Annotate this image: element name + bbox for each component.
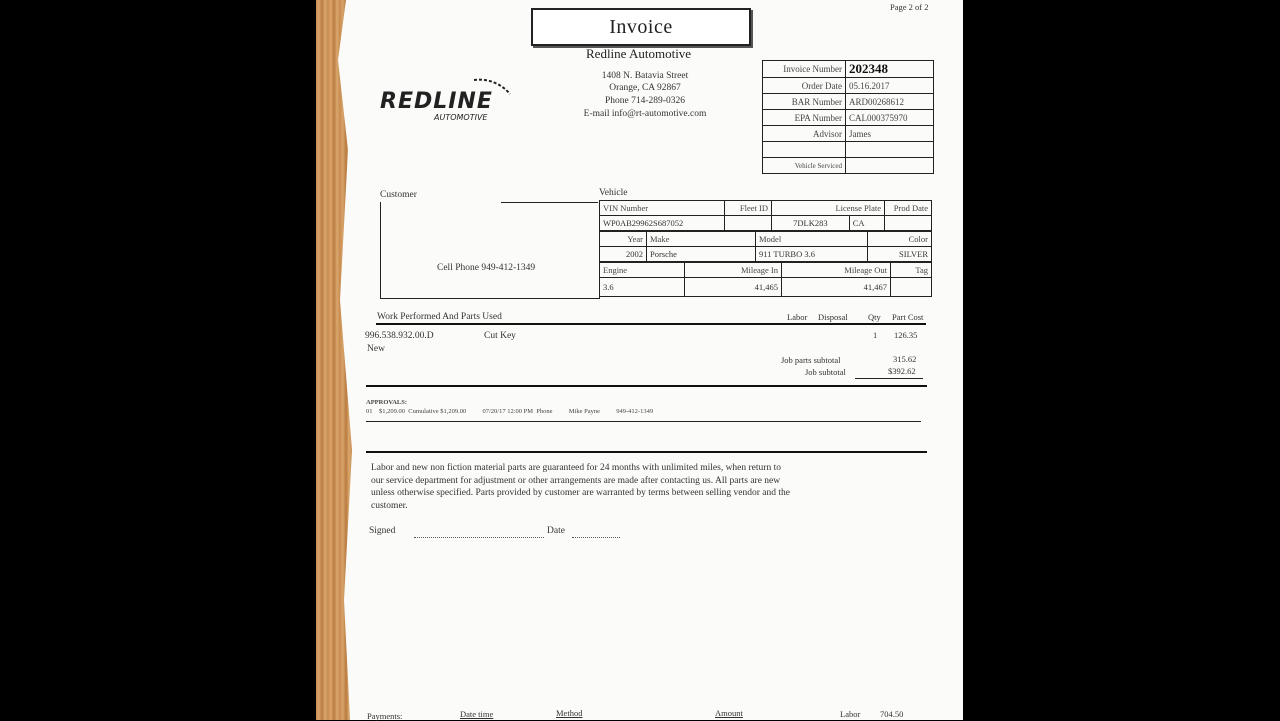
- plate-value: 7DLK283: [772, 216, 850, 231]
- svg-text:REDLINE: REDLINE: [380, 89, 493, 114]
- signed-label: Signed: [369, 526, 396, 536]
- page-label: Page 2 of 2: [890, 2, 929, 12]
- work-header-rule: [376, 323, 926, 325]
- payments-label: Payments:: [367, 711, 403, 721]
- model-value: 911 TURBO 3.6: [756, 247, 868, 262]
- company-address-1: 1408 N. Batavia Street: [601, 71, 689, 81]
- part-number: 996.538.932.00.D: [365, 331, 434, 341]
- mileage-in-value: 41,465: [685, 278, 782, 297]
- col-labor: Labor: [787, 312, 808, 322]
- customer-heading: Customer: [380, 190, 417, 200]
- svg-text:AUTOMOTIVE: AUTOMOTIVE: [434, 113, 488, 122]
- parts-subtotal-value: 315.62: [893, 354, 917, 364]
- col-disposal: Disposal: [818, 312, 848, 322]
- date-line: [572, 537, 620, 538]
- col-part-cost: Part Cost: [892, 312, 924, 322]
- approvals-top-rule: [366, 385, 927, 387]
- subtotal-underline: [855, 378, 923, 379]
- vin-value: WP0AB29962S687052: [600, 216, 725, 231]
- color-value: SILVER: [867, 247, 931, 262]
- company-name: Redline Automotive: [586, 46, 692, 61]
- mileage-out-value: 41,467: [782, 278, 891, 297]
- vehicle-table-2: Year Make Model Color 2002 Porsche 911 TURBO 3.6 SILVER: [599, 231, 932, 262]
- part-qty: 1: [873, 330, 878, 340]
- order-date: 05.16.2017: [846, 78, 934, 94]
- bar-number: ARD00268612: [846, 94, 934, 110]
- approvals-rule: [366, 421, 921, 422]
- vehicle-table: VIN Number Fleet ID License Plate Prod Date WP0AB29962S687052 7DLK283 CA: [599, 200, 932, 231]
- work-heading: Work Performed And Parts Used: [377, 312, 502, 322]
- approvals-heading: APPROVALS:: [366, 399, 408, 406]
- payments-col-amount: Amount: [715, 708, 743, 718]
- vehicle-table-3: Engine Mileage In Mileage Out Tag 3.6 41,465 41,467: [599, 262, 932, 297]
- labor-total-value: 704.50: [880, 709, 904, 719]
- company-email: E-mail info@rt-automotive.com: [583, 109, 707, 119]
- payments-col-method: Method: [556, 708, 583, 718]
- vehicle-heading: Vehicle: [599, 188, 628, 198]
- approvals-line: 01 $1,209.00 Cumulative $1,209.00 07/20/17 12:00 PM Phone Mike Payne 949-412-1349: [366, 408, 654, 415]
- redline-logo: [378, 72, 518, 124]
- make-value: Porsche: [647, 247, 756, 262]
- plate-state: CA: [849, 216, 884, 231]
- customer-box: [380, 202, 600, 299]
- part-description: Cut Key: [484, 331, 516, 341]
- labor-total-label: Labor: [840, 709, 861, 719]
- warranty-text: Labor and new non fiction material parts are guaranteed for 24 months with unlimited miles, when return to our service department for adjustment or other arrangements are made after contacting us. All parts are new unless otherwise specified. Parts provided by customer are warranted by terms between selling vendor and the customer.: [371, 463, 790, 511]
- job-subtotal-value: $392.62: [888, 366, 916, 376]
- advisor: James: [846, 126, 934, 142]
- company-address-2: Orange, CA 92867: [609, 83, 681, 93]
- epa-number: CAL000375970: [846, 110, 934, 126]
- warranty-top-rule: [366, 451, 927, 453]
- date-label: Date: [547, 526, 565, 536]
- engine-value: 3.6: [600, 278, 685, 297]
- company-phone: Phone 714-289-0326: [605, 96, 685, 106]
- parts-subtotal-label: Job parts subtotal: [781, 355, 841, 365]
- part-note: New: [367, 344, 385, 354]
- part-cost: 126.35: [894, 330, 918, 340]
- invoice-info-table: Invoice Number 202348 Order Date 05.16.2017 BAR Number ARD00268612 EPA Number CAL000375970 Advisor James Vehicle Serviced: [762, 60, 934, 174]
- col-qty: Qty: [868, 312, 881, 322]
- signature-line: [414, 537, 544, 538]
- year-value: 2002: [600, 247, 647, 262]
- invoice-title: Invoice: [531, 8, 751, 46]
- payments-col-date: Date time: [460, 709, 494, 719]
- invoice-number: 202348: [846, 61, 934, 78]
- job-subtotal-label: Job subtotal: [805, 367, 846, 377]
- customer-phone: Cell Phone 949-412-1349: [437, 263, 536, 273]
